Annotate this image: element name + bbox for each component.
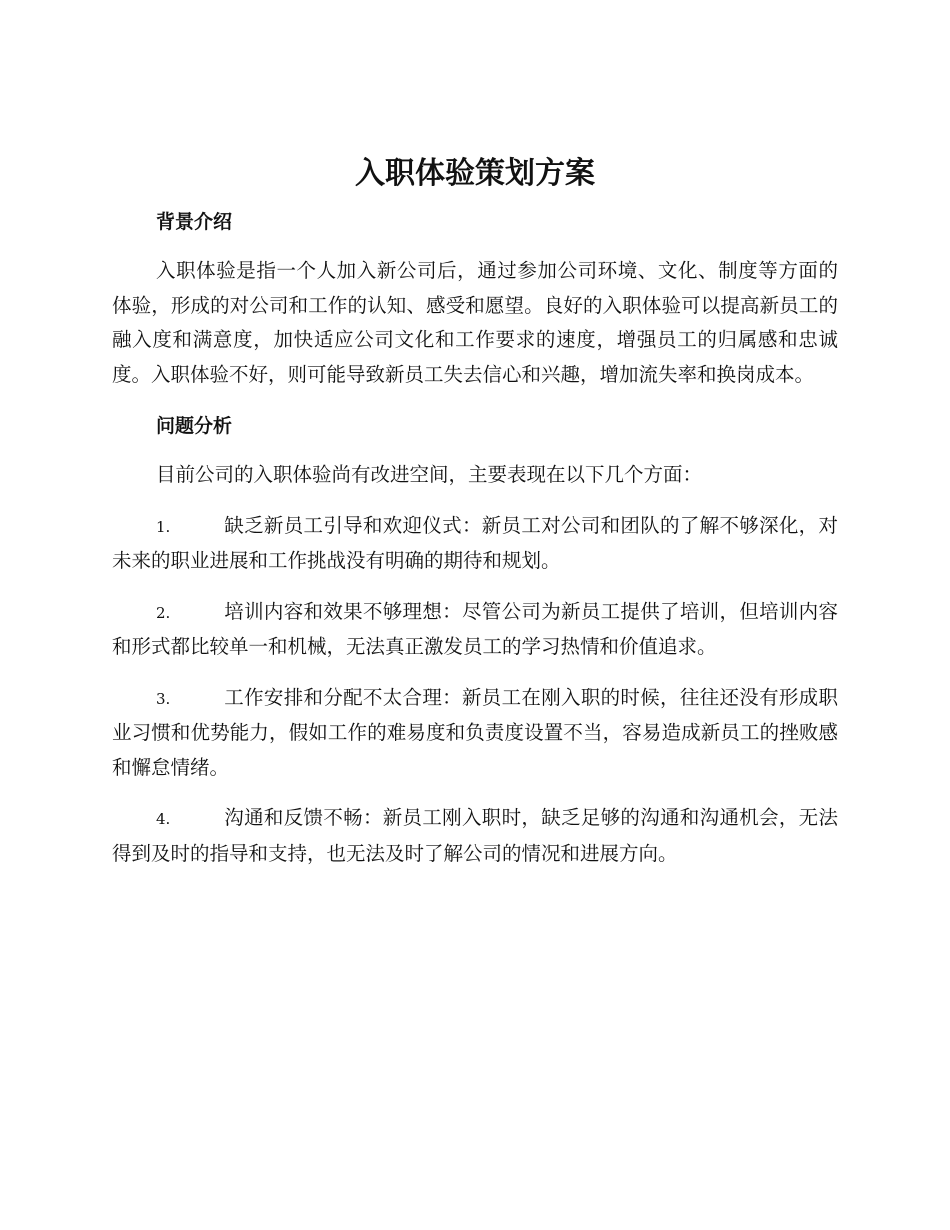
- list-number: 3.: [156, 689, 171, 708]
- list-item: [112, 509, 838, 579]
- list-item-text: 工作安排和分配不太合理：新员工在刚入职的时候，往往还没有形成职业习惯和优势能力，假如工作的难易度和负责度设置不当，容易造成新员工的挫败感和懈怠情绪。: [112, 685, 838, 779]
- section-heading-problem-analysis: 问题分析: [156, 415, 233, 437]
- document-title: 入职体验策划方案: [355, 156, 595, 191]
- list-item-text: 缺乏新员工引导和欢迎仪式：新员工对公司和团队的了解不够深化，对未来的职业进展和工作挑战没有明确的期待和规划。: [112, 513, 838, 572]
- document-content: [112, 146, 838, 887]
- section-heading-background: 背景介绍: [156, 211, 233, 233]
- list-item: [112, 595, 838, 665]
- list-item-text: 沟通和反馈不畅：新员工刚入职时，缺乏足够的沟通和沟通机会，无法得到及时的指导和支持，也无法及时了解公司的情况和进展方向。: [112, 806, 838, 865]
- problem-intro-paragraph: 目前公司的入职体验尚有改进空间，主要表现在以下几个方面：: [156, 463, 703, 486]
- list-item-text: 培训内容和效果不够理想：尽管公司为新员工提供了培训，但培训内容和形式都比较单一和机械，无法真正激发员工的学习热情和价值追求。: [112, 599, 838, 658]
- list-number: 1.: [156, 517, 171, 536]
- list-number: 2.: [156, 603, 171, 622]
- list-item: [112, 801, 838, 871]
- background-paragraph: 入职体验是指一个人加入新公司后，通过参加公司环境、文化、制度等方面的体验，形成的对公司和工作的认知、感受和愿望。良好的入职体验可以提高新员工的融入度和满意度，加快适应公司文化和工作要求的速度，增强员工的归属感和忠诚度。入职体验不好，则可能导致新员工失去信心和兴趣，增加流失率和换岗成本。: [112, 259, 838, 386]
- list-number: 4.: [156, 810, 171, 828]
- list-item: [112, 681, 838, 786]
